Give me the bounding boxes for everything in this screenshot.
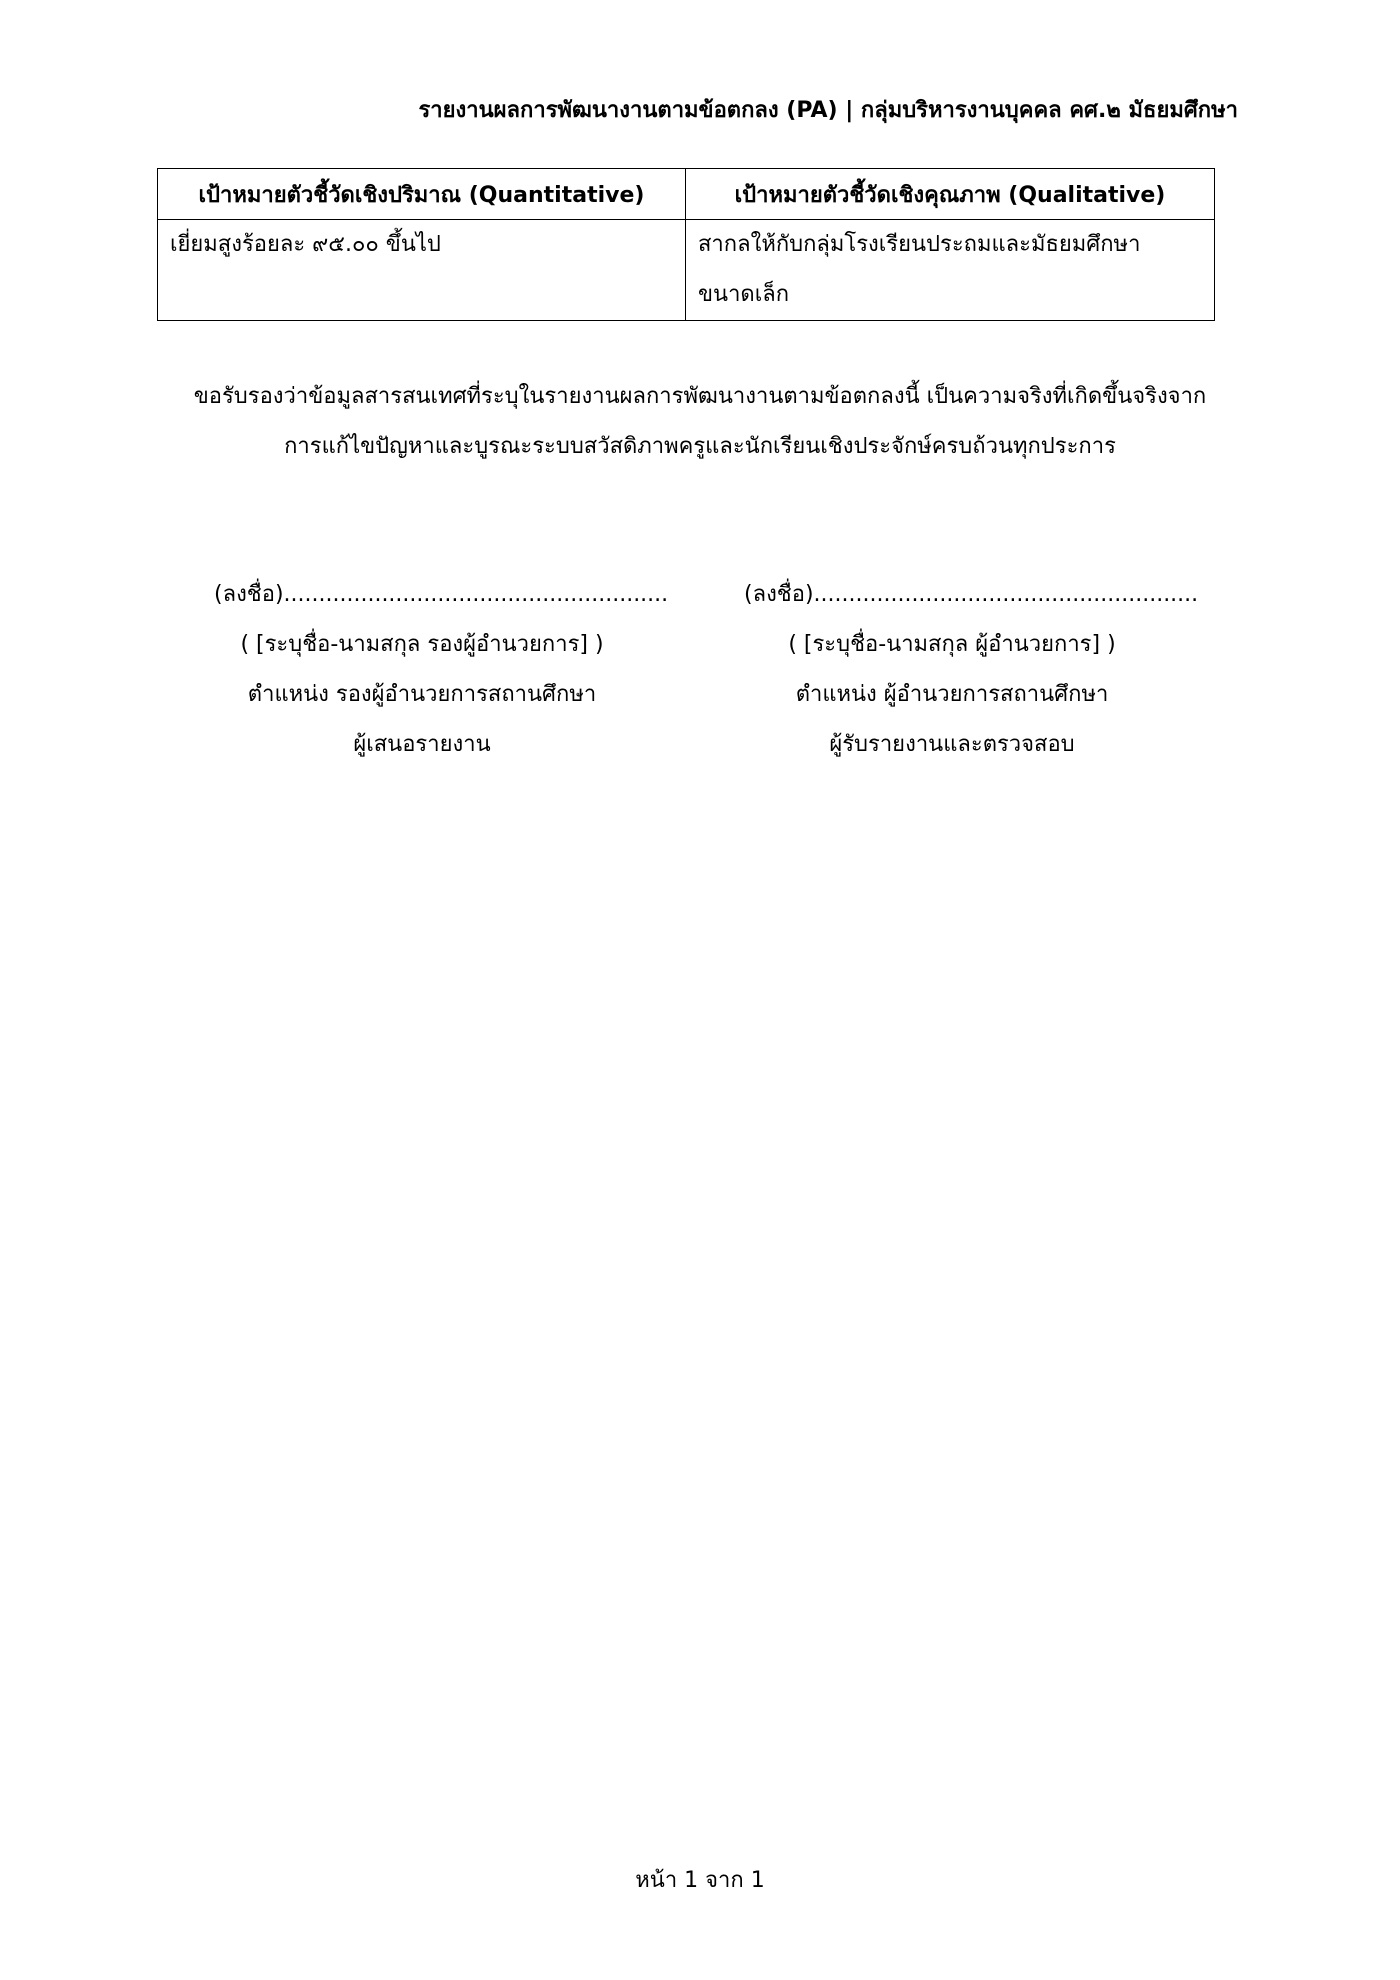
signatory-position: ตำแหน่ง รองผู้อำนวยการสถานศึกษา: [247, 682, 597, 707]
column-header-qualitative: เป้าหมายตัวชี้วัดเชิงคุณภาพ (Qualitative): [686, 169, 1215, 220]
signature-block-presenter: [142, 570, 702, 770]
qualitative-target-cell: [686, 220, 1215, 321]
certification-line-1: ขอรับรองว่าข้อมูลสารสนเทศที่ระบุในรายงานผลการพัฒนางานตามข้อตกลงนี้ เป็นความจริงที่เกิดขึ้นจริงจาก: [193, 384, 1207, 409]
certification-line-2: การแก้ไขปัญหาและบูรณะระบบสวัสดิภาพครูและนักเรียนเชิงประจักษ์ครบถ้วนทุกประการ: [284, 434, 1116, 459]
signature-line: (ลงชื่อ).......................................................: [214, 582, 669, 607]
signatory-position: ตำแหน่ง ผู้อำนวยการสถานศึกษา: [795, 682, 1109, 707]
quantitative-target-text: เยี่ยมสูงร้อยละ ๙๕.๐๐ ขึ้นไป: [170, 232, 441, 257]
signatory-name: ( [ระบุชื่อ-นามสกุล ผู้อำนวยการ] ): [788, 632, 1116, 657]
kpi-table: [157, 168, 1215, 321]
certification-statement: [140, 372, 1260, 472]
signatory-role: ผู้รับรายงานและตรวจสอบ: [829, 732, 1075, 757]
qualitative-target-line-1: สากลให้กับกลุ่มโรงเรียนประถมและมัธยมศึกษา: [698, 232, 1141, 257]
signature-block-reviewer: [672, 570, 1232, 770]
column-header-quantitative: เป้าหมายตัวชี้วัดเชิงปริมาณ (Quantitative): [158, 169, 686, 220]
kpi-table-header-row: [158, 169, 1215, 220]
qualitative-target-line-2: ขนาดเล็ก: [698, 282, 790, 307]
signatory-name: ( [ระบุชื่อ-นามสกุล รองผู้อำนวยการ] ): [240, 632, 604, 657]
signature-line: (ลงชื่อ).......................................................: [744, 582, 1199, 607]
quantitative-target-cell: [158, 220, 686, 321]
page-header-title: รายงานผลการพัฒนางานตามข้อตกลง (PA) | กลุ่มบริหารงานบุคคล คศ.๒ มัธยมศึกษา: [418, 98, 1238, 123]
table-row: [158, 220, 1215, 321]
page-number: หน้า 1 จาก 1: [635, 1868, 765, 1893]
signatory-role: ผู้เสนอรายงาน: [353, 732, 491, 757]
